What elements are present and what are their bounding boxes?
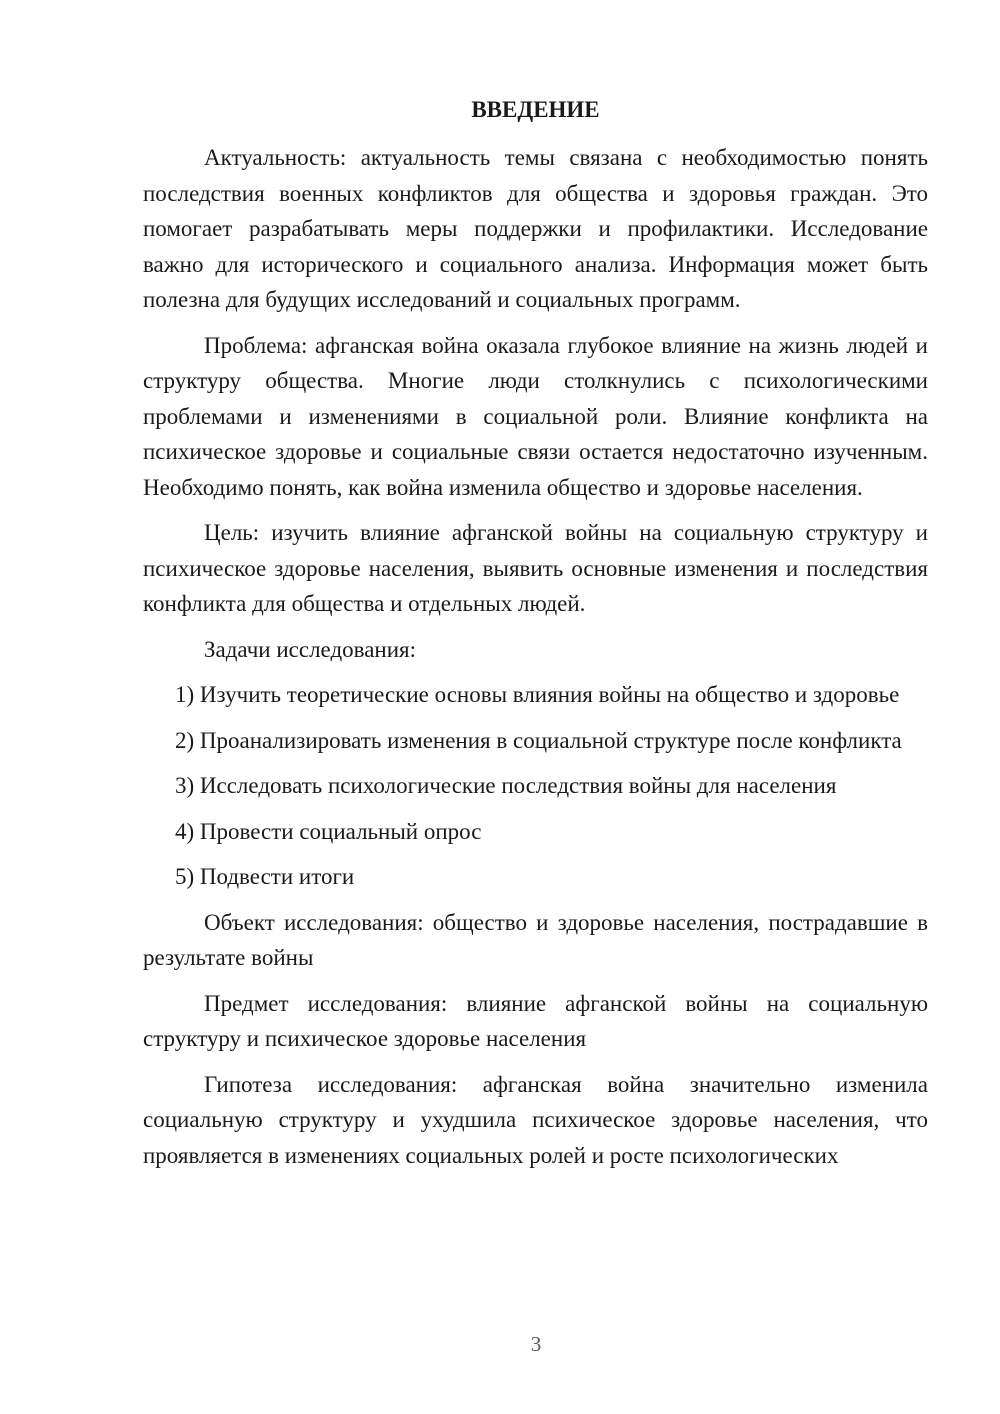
goal-paragraph: Цель: изучить влияние афганской войны на социальную структуру и психическое здоровье населения, выявить основные изменения и последствия конфликта для общества и отдельных людей. bbox=[143, 520, 928, 616]
task-item-1: 1) Изучить теоретические основы влияния войны на общество и здоровье bbox=[175, 682, 900, 707]
section-heading: ВВЕДЕНИЕ bbox=[471, 97, 600, 122]
page-number: 3 bbox=[530, 1332, 542, 1356]
problem-paragraph: Проблема: афганская война оказала глубокое влияние на жизнь людей и структуру общества. Многие люди столкнулись с психологическими проблемами и изменениями в социальной роли. Влияние конфликта на психическое здоровье и социальные связи остается недостаточно изученным. Необходимо понять, как война изменила общество и здоровье населения. bbox=[143, 332, 928, 500]
tasks-heading: Задачи исследования: bbox=[204, 636, 417, 662]
document-page bbox=[143, 92, 928, 1183]
task-item-4: 4) Провести социальный опрос bbox=[175, 818, 482, 844]
task-item-5: 5) Подвести итоги bbox=[175, 864, 355, 889]
task-item-2: 2) Проанализировать изменения в социальной структуре после конфликта bbox=[175, 727, 902, 753]
task-item-3: 3) Исследовать психологические последствия войны для населения bbox=[175, 773, 837, 798]
relevance-paragraph: Актуальность: актуальность темы связана с необходимостью понять последствия военных конфликтов для общества и здоровья граждан. Это помогает разрабатывать меры поддержки и профилактики. Исследование важно для исторического и социального анализа. Информация может быть полезна для будущих исследований и социальных программ. bbox=[143, 145, 928, 312]
object-paragraph: Объект исследования: общество и здоровье населения, пострадавшие в результате войны bbox=[143, 909, 928, 970]
subject-paragraph: Предмет исследования: влияние афганской войны на социальную структуру и психическое здоровье населения bbox=[143, 990, 928, 1051]
hypothesis-paragraph: Гипотеза исследования: афганская война значительно изменила социальную структуру и ухудшила психическое здоровье населения, что проявляется в изменениях социальных ролей и росте психологических bbox=[143, 1071, 928, 1168]
